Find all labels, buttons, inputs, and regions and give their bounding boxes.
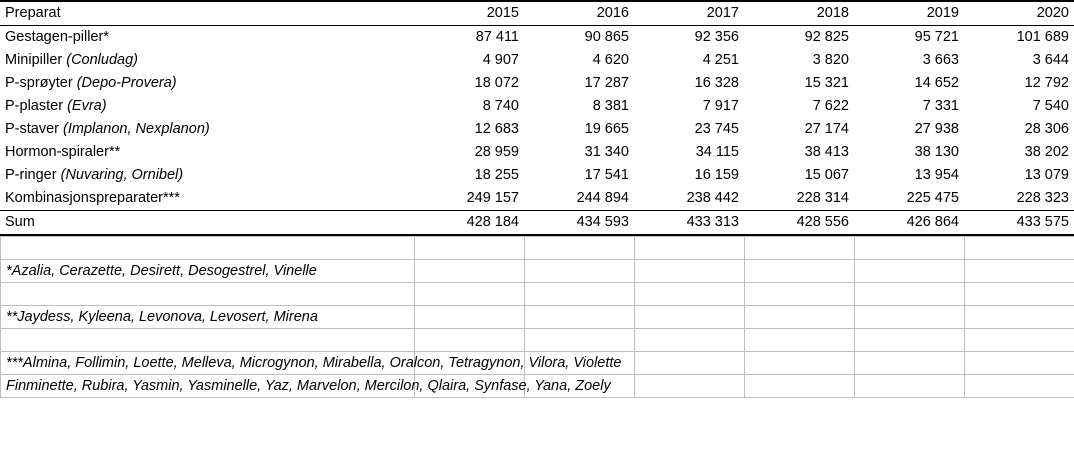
empty-cell	[635, 260, 745, 283]
sum-2018: 428 556	[744, 211, 854, 236]
row-label-text: P-ringer	[5, 167, 61, 183]
cell-2018: 7 622	[812, 98, 849, 114]
empty-cell	[525, 306, 635, 329]
cell-2019: 95 721	[914, 29, 959, 45]
empty-cell	[415, 283, 525, 306]
sum-2017: 433 313	[634, 211, 744, 236]
row-label	[0, 187, 414, 211]
footnote-cell	[1, 260, 415, 283]
cell-2018: 228 314	[796, 190, 849, 206]
cell-2016: 19 665	[584, 121, 629, 137]
footnote-row	[1, 306, 1074, 329]
cell-2018: 27 174	[804, 121, 849, 137]
empty-cell	[745, 260, 855, 283]
cell-2018: 15 067	[804, 167, 849, 183]
column-header-2019: 2019	[854, 1, 964, 26]
sum-2016: 434 593	[524, 211, 634, 236]
table-sum-row	[0, 211, 1074, 236]
cell-2015: 12 683	[474, 121, 519, 137]
cell-2015: 4 907	[482, 52, 519, 68]
empty-cell	[855, 375, 965, 398]
row-label-text: P-sprøyter	[5, 75, 77, 91]
empty-cell	[855, 237, 965, 260]
empty-cell	[965, 352, 1074, 375]
empty-cell	[415, 260, 525, 283]
empty-cell	[855, 329, 965, 352]
empty-cell	[525, 237, 635, 260]
row-label-brands: (Implanon, Nexplanon)	[63, 121, 210, 137]
table-header-row	[0, 1, 1074, 26]
row-label	[0, 164, 414, 187]
table-row	[0, 26, 1074, 50]
empty-cell	[635, 352, 745, 375]
row-label	[0, 141, 414, 164]
empty-cell	[965, 260, 1074, 283]
empty-cell	[745, 283, 855, 306]
table-row	[0, 118, 1074, 141]
cell-2015: 18 255	[474, 167, 519, 183]
empty-cell	[525, 329, 635, 352]
cell-2019: 3 663	[922, 52, 959, 68]
cell-2017: 16 328	[694, 75, 739, 91]
footnote-row	[1, 237, 1074, 260]
cell-2018: 15 321	[804, 75, 849, 91]
column-header-2016: 2016	[524, 1, 634, 26]
cell-2017: 7 917	[702, 98, 739, 114]
cell-2018: 92 825	[804, 29, 849, 45]
cell-2016: 8 381	[592, 98, 629, 114]
table-row	[0, 141, 1074, 164]
cell-2016: 31 340	[584, 144, 629, 160]
empty-cell	[635, 329, 745, 352]
empty-cell	[965, 306, 1074, 329]
cell-2020: 101 689	[1016, 29, 1069, 45]
empty-cell	[855, 283, 965, 306]
footnote-row	[1, 375, 1074, 398]
cell-2015: 28 959	[474, 144, 519, 160]
empty-cell	[965, 237, 1074, 260]
cell-2019: 27 938	[914, 121, 959, 137]
row-label-brands: (Nuvaring, Ornibel)	[60, 167, 184, 183]
footnote-row	[1, 260, 1074, 283]
cell-2020: 28 306	[1024, 121, 1069, 137]
empty-cell	[855, 352, 965, 375]
row-label-brands: (Depo-Provera)	[76, 75, 177, 91]
footnote-text: *Azalia, Cerazette, Desirett, Desogestrel, Vinelle	[6, 263, 317, 279]
cell-2016: 4 620	[592, 52, 629, 68]
cell-2020: 12 792	[1024, 75, 1069, 91]
row-label	[0, 49, 414, 72]
empty-cell	[745, 329, 855, 352]
footnote-cell	[1, 329, 415, 352]
cell-2020: 228 323	[1016, 190, 1069, 206]
cell-2017: 238 442	[686, 190, 739, 206]
cell-2019: 225 475	[906, 190, 959, 206]
cell-2017: 16 159	[694, 167, 739, 183]
cell-2016: 90 865	[584, 29, 629, 45]
cell-2015: 249 157	[466, 190, 519, 206]
empty-cell	[635, 237, 745, 260]
cell-2015: 18 072	[474, 75, 519, 91]
row-label-brands: (Conludag)	[66, 52, 138, 68]
empty-cell	[745, 375, 855, 398]
empty-cell	[855, 306, 965, 329]
cell-2019: 14 652	[914, 75, 959, 91]
empty-cell	[415, 329, 525, 352]
empty-cell	[635, 283, 745, 306]
table-row	[0, 72, 1074, 95]
footnotes-grid	[0, 236, 1074, 398]
empty-cell	[745, 237, 855, 260]
empty-cell	[415, 306, 525, 329]
column-header-preparat: Preparat	[0, 1, 414, 26]
cell-2016: 17 287	[584, 75, 629, 91]
cell-2019: 7 331	[922, 98, 959, 114]
table-row	[0, 95, 1074, 118]
empty-cell	[855, 260, 965, 283]
cell-2018: 38 413	[804, 144, 849, 160]
sum-label: Sum	[0, 211, 414, 236]
table-row	[0, 187, 1074, 211]
column-header-2017: 2017	[634, 1, 744, 26]
cell-2017: 92 356	[694, 29, 739, 45]
cell-2019: 38 130	[914, 144, 959, 160]
cell-2020: 7 540	[1032, 98, 1069, 114]
empty-cell	[965, 283, 1074, 306]
footnote-cell	[1, 375, 611, 398]
cell-2016: 17 541	[584, 167, 629, 183]
column-header-2018: 2018	[744, 1, 854, 26]
footnote-cell	[1, 306, 415, 329]
footnote-cell	[1, 237, 415, 260]
row-label-text: Kombinasjonspreparater***	[5, 190, 180, 206]
footnote-row	[1, 352, 1074, 375]
footnote-row	[1, 283, 1074, 306]
cell-2017: 23 745	[694, 121, 739, 137]
row-label-text: Minipiller	[5, 52, 67, 68]
cell-2019: 13 954	[914, 167, 959, 183]
row-label-text: P-staver	[5, 121, 64, 137]
empty-cell	[745, 352, 855, 375]
cell-2016: 244 894	[576, 190, 629, 206]
sum-2020: 433 575	[964, 211, 1074, 236]
sum-2019: 426 864	[854, 211, 964, 236]
row-label	[0, 72, 414, 95]
empty-cell	[635, 375, 745, 398]
column-header-2020: 2020	[964, 1, 1074, 26]
row-label-brands: (Evra)	[67, 98, 107, 114]
empty-cell	[525, 283, 635, 306]
empty-cell	[415, 237, 525, 260]
row-label-text: Hormon-spiraler**	[5, 144, 121, 160]
footnote-text: Finminette, Rubira, Yasmin, Yasminelle, Yaz, Marvelon, Mercilon, Qlaira, Synfase, Yana, Zoely	[6, 378, 611, 394]
footnote-cell	[1, 283, 415, 306]
footnote-text: **Jaydess, Kyleena, Levonova, Levosert, Mirena	[6, 309, 318, 325]
row-label-text: Gestagen-piller*	[5, 29, 109, 45]
table-row	[0, 49, 1074, 72]
row-label-text: P-plaster	[5, 98, 68, 114]
row-label	[0, 26, 414, 50]
cell-2015: 87 411	[475, 29, 519, 45]
cell-2017: 34 115	[695, 144, 739, 160]
cell-2017: 4 251	[702, 52, 739, 68]
empty-cell	[965, 329, 1074, 352]
sum-2015: 428 184	[414, 211, 524, 236]
empty-cell	[635, 306, 745, 329]
cell-2018: 3 820	[812, 52, 849, 68]
cell-2020: 3 644	[1032, 52, 1069, 68]
column-header-2015: 2015	[414, 1, 524, 26]
row-label	[0, 95, 414, 118]
table-row	[0, 164, 1074, 187]
cell-2020: 13 079	[1024, 167, 1069, 183]
empty-cell	[745, 306, 855, 329]
empty-cell	[525, 260, 635, 283]
cell-2020: 38 202	[1024, 144, 1069, 160]
footnote-cell	[1, 352, 622, 375]
empty-cell	[965, 375, 1074, 398]
cell-2015: 8 740	[482, 98, 519, 114]
row-label	[0, 118, 414, 141]
footnote-text: ***Almina, Follimin, Loette, Melleva, Microgynon, Mirabella, Oralcon, Tetragynon, Vilora, Violette	[6, 355, 622, 371]
footnote-row	[1, 329, 1074, 352]
